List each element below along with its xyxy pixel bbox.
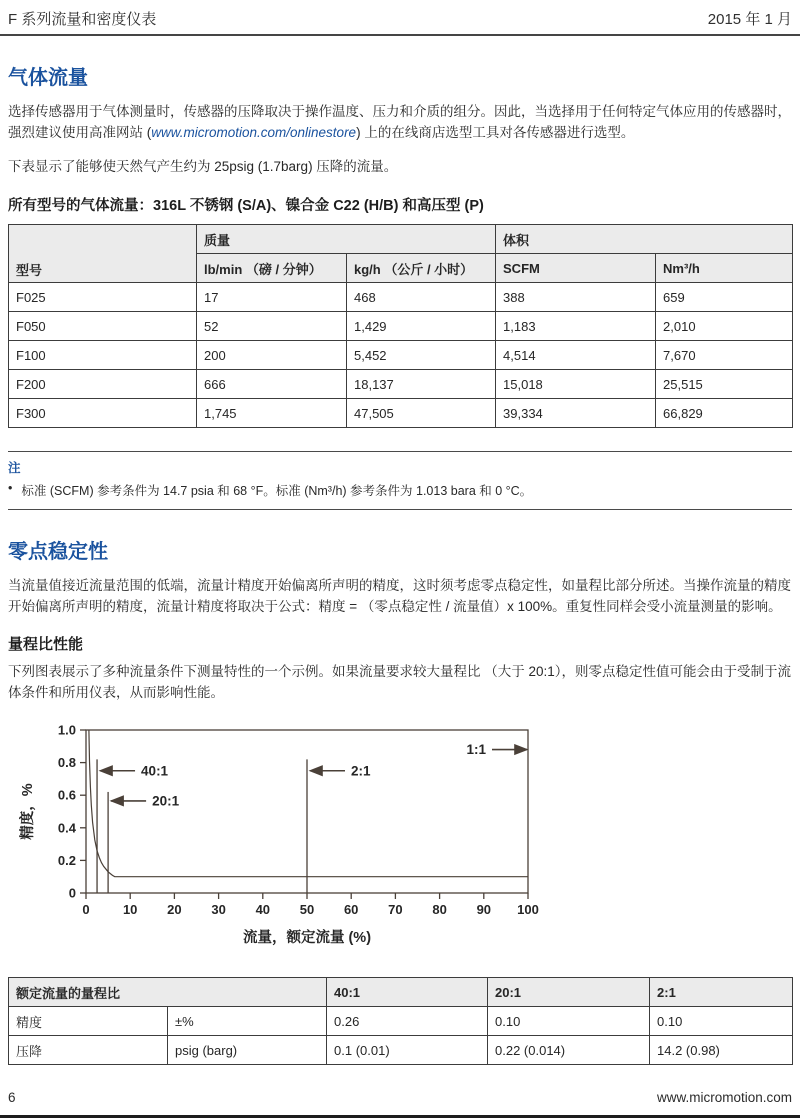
chart-text: 20: [167, 902, 182, 918]
gas-table-row: [9, 399, 793, 428]
chart-text: 1.0: [57, 722, 76, 738]
paragraph-text: 选择传感器用于气体测量时，传感器的压降取决于操作温度、压力和介质的组分。因此，当选择用于任何特定气体应用的传感器时，强烈建议使用高准网站 (: [8, 104, 791, 141]
turndown-performance-chart: [8, 716, 648, 958]
chart-text: 30: [211, 902, 226, 918]
column-header-kg-h: kg/h （公斤 / 小时）: [347, 254, 496, 283]
value-cell: 47,505: [347, 399, 496, 428]
model-cell: F050: [9, 312, 197, 341]
gas-table-row: [9, 341, 793, 370]
gas-table-title: 所有型号的气体流量：316L 不锈钢 (S/A)、镍合金 C22 (H/B) 和高压型 (P): [8, 198, 484, 215]
page-footer: [8, 1090, 792, 1105]
document-title: F 系列流量和密度仪表: [8, 11, 157, 28]
column-header-2-1: 2:1: [650, 978, 793, 1007]
chart-text: 100: [517, 902, 539, 918]
gas-table-row: [9, 283, 793, 312]
gas-flow-table: [8, 224, 793, 428]
chart-text: 0.4: [57, 820, 76, 836]
unit-cell: psig (barg): [168, 1036, 327, 1065]
value-cell: 0.1 (0.01): [327, 1036, 488, 1065]
value-cell: 1,745: [197, 399, 347, 428]
value-cell: 7,670: [656, 341, 793, 370]
column-header-20-1: 20:1: [488, 978, 650, 1007]
unit-cell: ±%: [168, 1007, 327, 1036]
value-cell: 66,829: [656, 399, 793, 428]
gas-flow-paragraph: [8, 101, 792, 143]
value-cell: 1,183: [496, 312, 656, 341]
chart-text: 0: [68, 885, 76, 901]
chart-text: 90: [476, 902, 492, 918]
value-cell: 0.10: [650, 1007, 793, 1036]
gas-table-row: [9, 312, 793, 341]
model-cell: F100: [9, 341, 197, 370]
chart-text: 50: [299, 902, 315, 918]
section-title-gas-flow: 气体流量: [8, 67, 88, 89]
chart-text: 0.8: [57, 755, 76, 771]
column-header-lb-min: lb/min （磅 / 分钟）: [197, 254, 347, 283]
chart-container: [8, 716, 792, 963]
value-cell: 52: [197, 312, 347, 341]
turndown-table: [8, 977, 793, 1065]
value-cell: 200: [197, 341, 347, 370]
chart-text: 2:1: [351, 763, 371, 779]
column-header-turndown: 额定流量的量程比: [9, 978, 327, 1007]
note-block: [8, 451, 792, 510]
value-cell: 5,452: [347, 341, 496, 370]
model-cell: F200: [9, 370, 197, 399]
chart-text: 0.6: [57, 788, 76, 804]
value-cell: 468: [347, 283, 496, 312]
value-cell: 0.22 (0.014): [488, 1036, 650, 1065]
column-header-model: 型号: [9, 225, 197, 283]
chart-text: 40:1: [141, 763, 169, 779]
page-content: [0, 61, 800, 1065]
chart-text: 10: [122, 902, 138, 918]
page-header: [0, 0, 800, 36]
chart-text: 80: [432, 902, 447, 918]
value-cell: 17: [197, 283, 347, 312]
column-header-nm3-h: Nm³/h: [656, 254, 793, 283]
page-number: 6: [8, 1090, 16, 1105]
note-item: [8, 481, 792, 499]
value-cell: 1,429: [347, 312, 496, 341]
value-cell: 0.26: [327, 1007, 488, 1036]
footer-website: www.micromotion.com: [656, 1090, 792, 1105]
column-header-scfm: SCFM: [496, 254, 656, 283]
note-text: 标准 (SCFM) 参考条件为 14.7 psia 和 68 °F。标准 (Nm³/h) 参考条件为 1.013 bara 和 0 °C。: [21, 484, 533, 499]
value-cell: 39,334: [496, 399, 656, 428]
chart-text: 0: [82, 902, 90, 918]
value-cell: 659: [656, 283, 793, 312]
chart-text: 60: [343, 902, 359, 918]
row-label-cell: 精度: [9, 1007, 168, 1036]
value-cell: 25,515: [656, 370, 793, 399]
model-cell: F025: [9, 283, 197, 312]
zero-stability-paragraph: 当流量值接近流量范围的低端，流量计精度开始偏离所声明的精度，这时须考虑零点稳定性，如量程比部分所述。当操作流量的精度开始偏离所声明的精度，流量计精度将取决于公式：精度 = （零点稳定性 / 流量值）x 100%。重复性同样会受小流量测量的影响。: [8, 578, 791, 615]
gas-table-row: [9, 370, 793, 399]
value-cell: 0.10: [488, 1007, 650, 1036]
table-header-row: [9, 978, 793, 1007]
column-group-mass: 质量: [197, 225, 496, 254]
chart-text: 20:1: [152, 793, 180, 809]
document-date: 2015 年 1 月: [707, 11, 792, 28]
chart-text: 0.2: [57, 853, 76, 869]
value-cell: 15,018: [496, 370, 656, 399]
chart-text: 70: [388, 902, 403, 918]
value-cell: 4,514: [496, 341, 656, 370]
section-title-zero-stability: 零点稳定性: [8, 541, 108, 564]
online-store-link[interactable]: www.micromotion.com/onlinestore: [151, 125, 357, 141]
value-cell: 388: [496, 283, 656, 312]
gas-flow-intro-paragraph: 下表显示了能够使天然气产生约为 25psig (1.7barg) 压降的流量。: [8, 159, 398, 175]
value-cell: 2,010: [656, 312, 793, 341]
chart-text: 精度，%: [20, 783, 36, 841]
note-label: 注: [8, 461, 21, 476]
value-cell: 18,137: [347, 370, 496, 399]
model-cell: F300: [9, 399, 197, 428]
turndown-paragraph: 下列图表展示了多种流量条件下测量特性的一个示例。如果流量要求较大量程比 （大于 20:1），则零点稳定性值可能会由于受制于流体条件和所用仪表，从而影响性能。: [8, 664, 792, 701]
column-header-40-1: 40:1: [327, 978, 488, 1007]
row-label-cell: 压降: [9, 1036, 168, 1065]
bullet-icon: •: [8, 481, 13, 496]
turndown-table-row: [9, 1036, 793, 1065]
chart-text: 40: [255, 902, 271, 918]
value-cell: 14.2 (0.98): [650, 1036, 793, 1065]
column-group-volume: 体积: [496, 225, 793, 254]
table-header-row: [9, 225, 793, 254]
chart-text: 流量，额定流量 (%): [242, 930, 372, 947]
subsection-title-turndown: 量程比性能: [8, 636, 84, 654]
value-cell: 666: [197, 370, 347, 399]
paragraph-text: ) 上的在线商店选型工具对各传感器进行选型。: [356, 125, 635, 141]
chart-text: 1:1: [466, 742, 486, 758]
turndown-table-row: [9, 1007, 793, 1036]
